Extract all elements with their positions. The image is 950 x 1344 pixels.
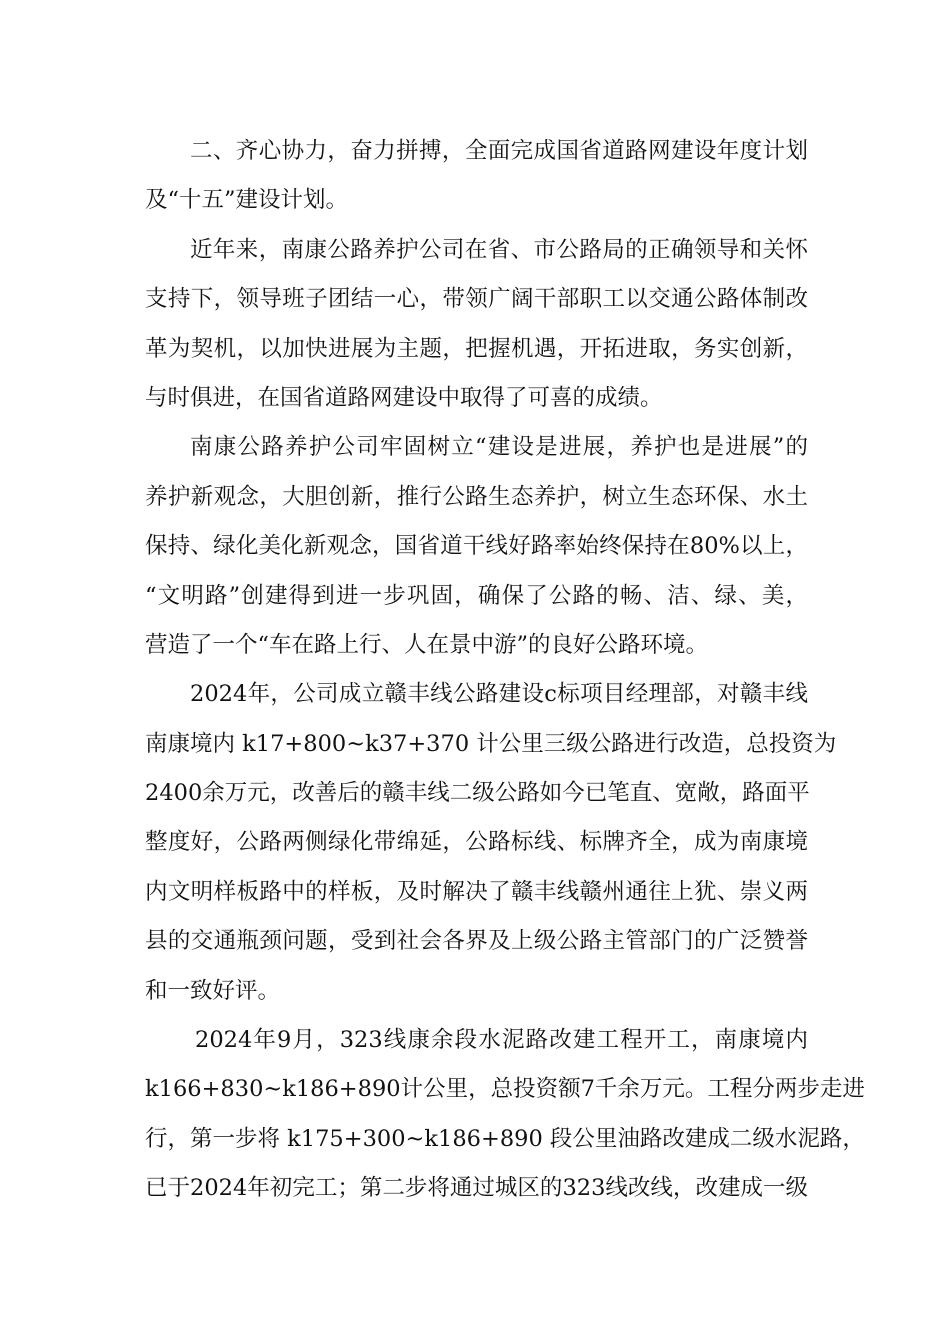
paragraph-line: 内文明样板路中的样板，及时解决了赣丰线赣州通往上犹、崇义两 <box>145 878 808 905</box>
paragraph-line: 已于2024年初完工；第二步将通过城区的323线改线，改建成一级 <box>145 1175 808 1202</box>
paragraph-line: 行，第一步将 k175+300~k186+890 段公里油路改建成二级水泥路， <box>145 1125 865 1152</box>
paragraph-line: 养护新观念，大胆创新，推行公路生态养护，树立生态环保、水土 <box>145 483 808 510</box>
paragraph-line: k166+830~k186+890计公里，总投资额7千余万元。工程分两步走进 <box>145 1076 865 1103</box>
paragraph-line: 营造了一个“车在路上行、人在景中游”的良好公路环境。 <box>145 631 709 658</box>
paragraph-line: 支持下，领导班子团结一心，带领广阔干部职工以交通公路体制改 <box>145 286 808 313</box>
paragraph-line: 保持、绿化美化新观念，国省道干线好路率始终保持在80%以上， <box>145 533 808 560</box>
paragraph-line: 2024年9月，323线康余段水泥路改建工程开工，南康境内 <box>195 1027 808 1054</box>
paragraph-line: 整度好，公路两侧绿化带绵延，公路标线、标牌齐全，成为南康境 <box>145 829 808 856</box>
paragraph-line: 南康公路养护公司牢固树立“建设是进展，养护也是进展”的 <box>190 434 808 461</box>
paragraph-line: “文明路”创建得到进一步巩固，确保了公路的畅、洁、绿、美， <box>145 582 808 609</box>
paragraph-line: 近年来，南康公路养护公司在省、市公路局的正确领导和关怀 <box>190 236 808 263</box>
paragraph-line: 2024年，公司成立赣丰线公路建设c标项目经理部，对赣丰线 <box>190 681 808 708</box>
paragraph-line: 县的交通瓶颈问题，受到社会各界及上级公路主管部门的广泛赞誉 <box>145 928 808 955</box>
paragraph-line: 2400余万元，改善后的赣丰线二级公路如今已笔直、宽敞，路面平 <box>145 780 810 807</box>
paragraph-line: 革为契机，以加快进展为主题，把握机遇，开拓进取，务实创新， <box>145 335 808 362</box>
document-body <box>145 127 865 1214</box>
paragraph-line: 南康境内 k17+800~k37+370 计公里三级公路进行改造，总投资为 <box>145 730 837 757</box>
paragraph-line: 二、齐心协力，奋力拼搏，全面完成国省道路网建设年度计划 <box>190 138 808 164</box>
paragraph-line: 与时俱进，在国省道路网建设中取得了可喜的成绩。 <box>145 384 663 411</box>
paragraph-line: 及“十五”建设计划。 <box>145 187 349 214</box>
paragraph-line: 和一致好评。 <box>145 977 281 1004</box>
